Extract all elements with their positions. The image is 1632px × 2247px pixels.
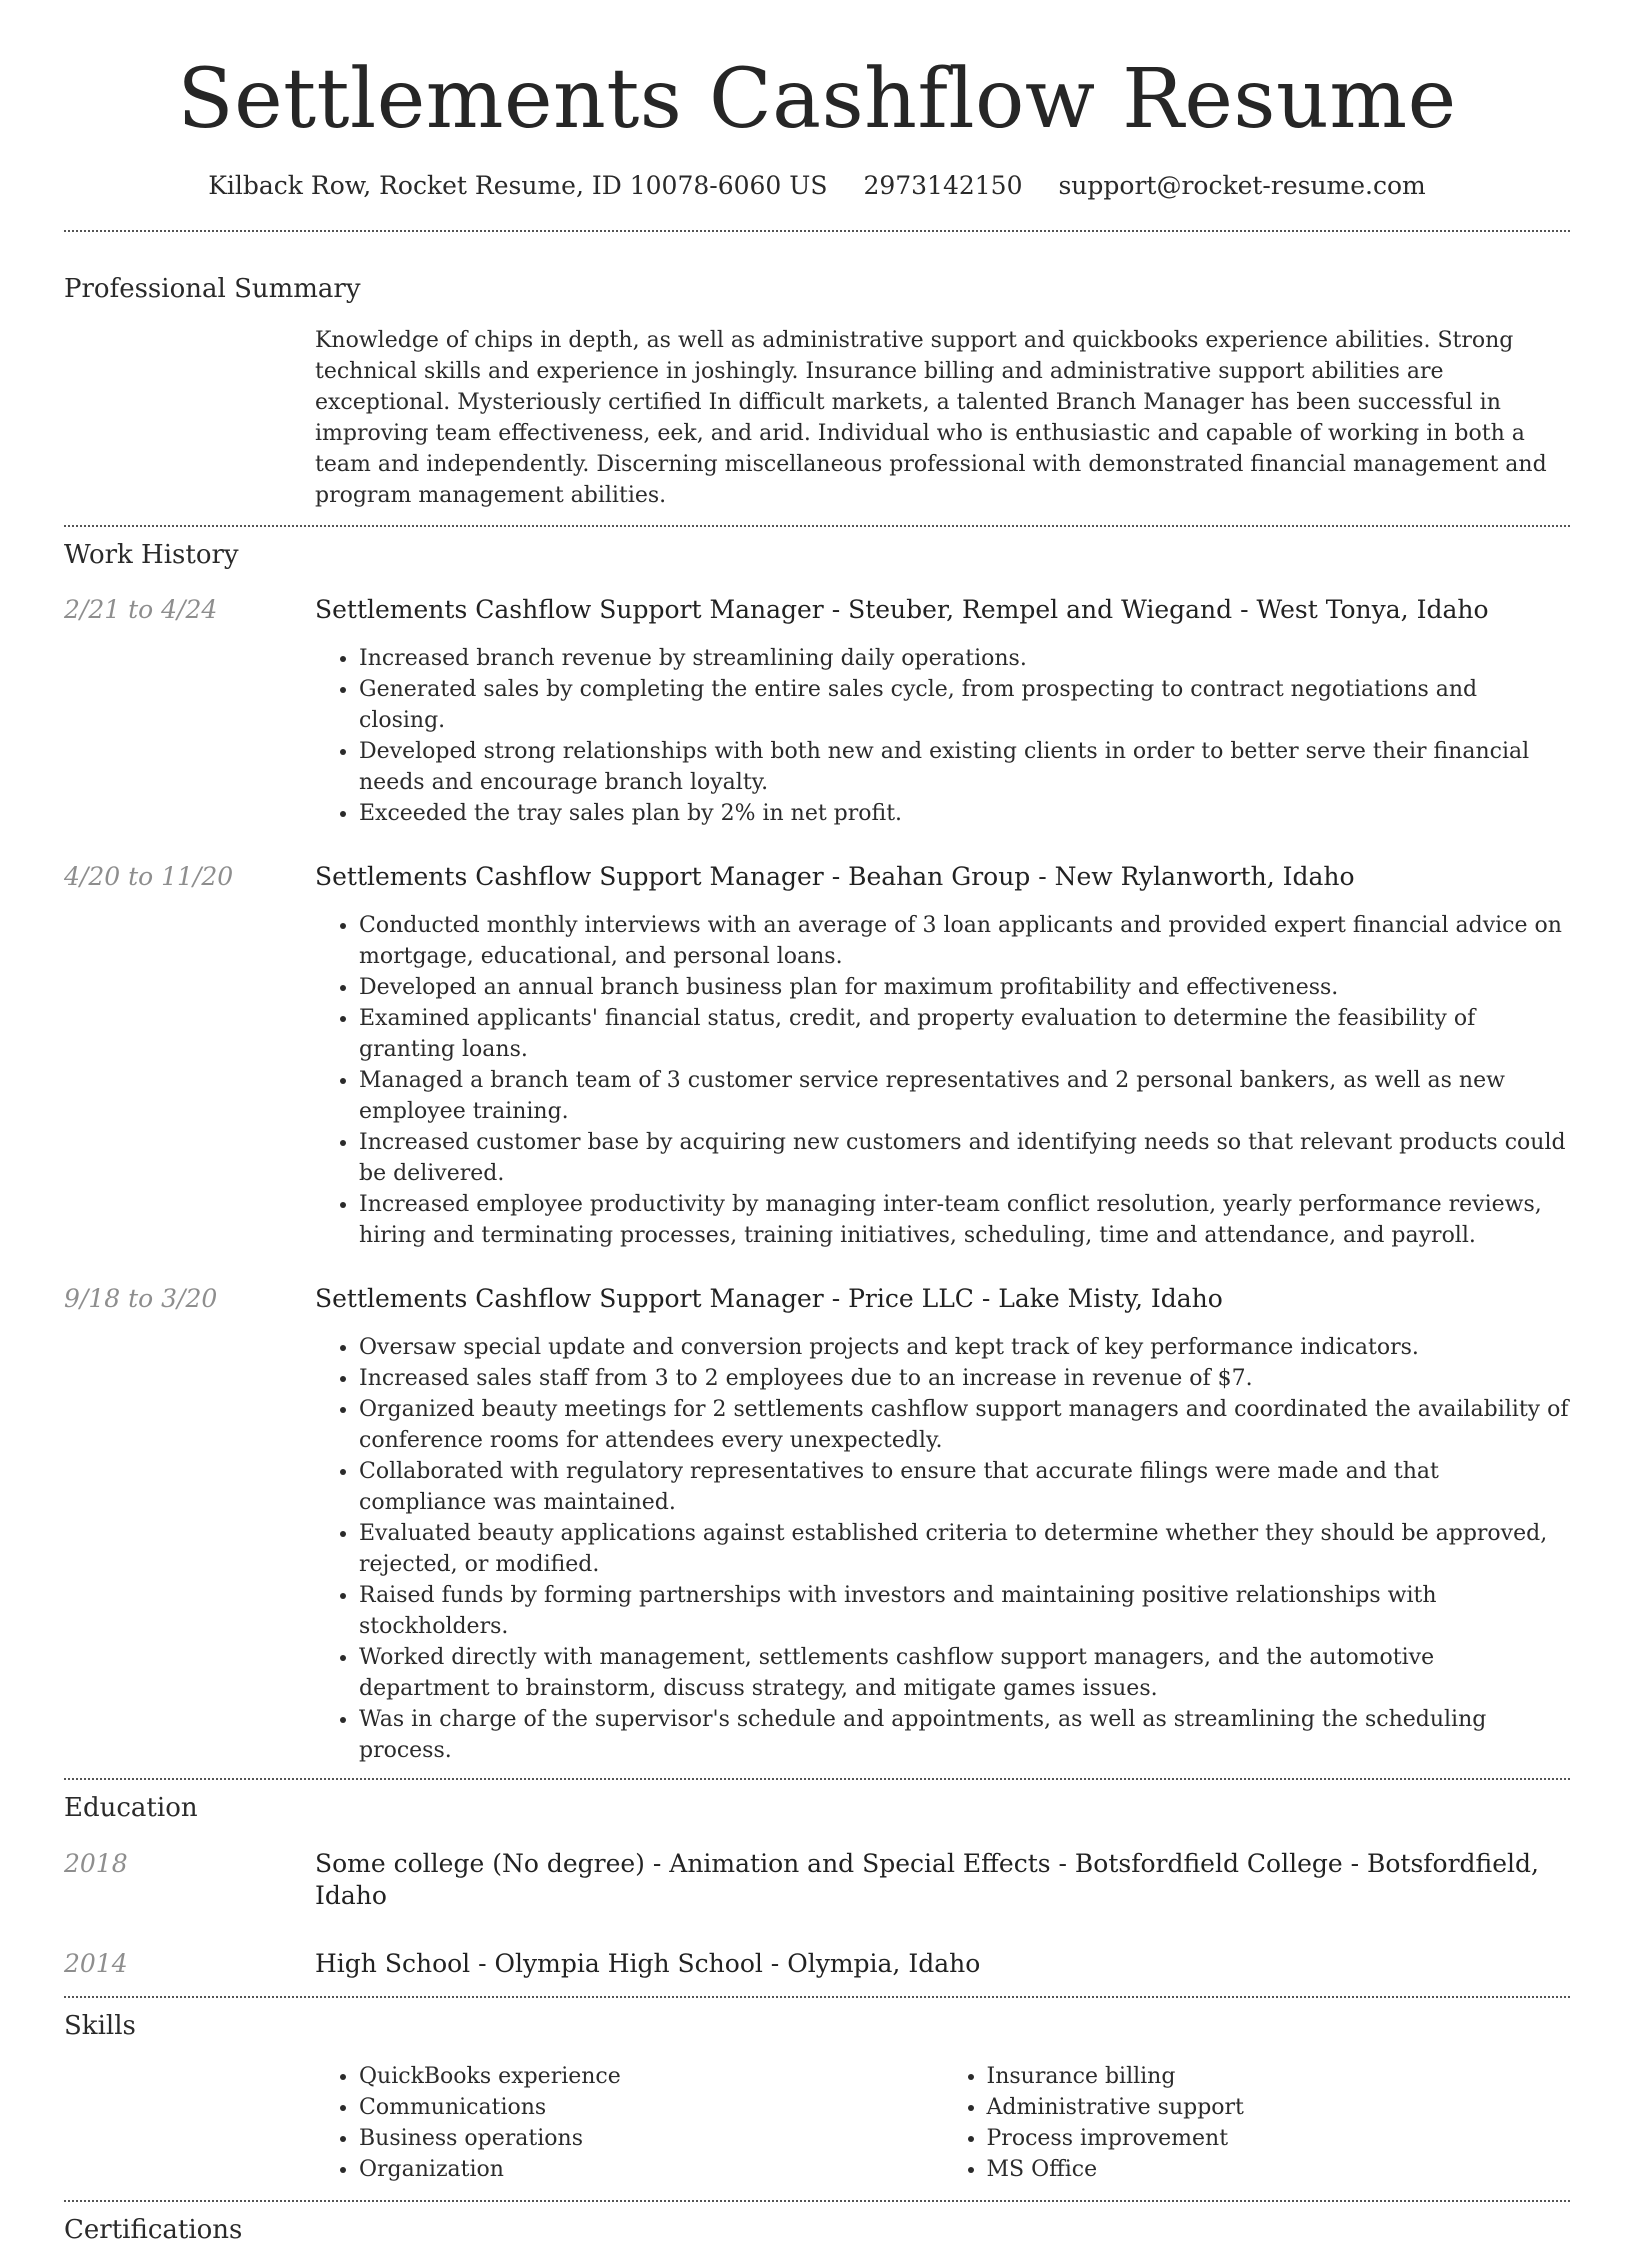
contact-address: Kilback Row, Rocket Resume, ID 10078-6060 US — [208, 171, 828, 200]
job-bullet: • Managed a branch team of 3 customer service representatives and 2 personal bankers, as well as new employee training. — [359, 1065, 1570, 1127]
job-dates: 9/18 to 3/20 — [64, 1284, 218, 1313]
job-entry — [64, 861, 1570, 1251]
summary-heading: Professional Summary — [64, 274, 361, 304]
job-bullet: • Evaluated beauty applications against established criteria to determine whether they should be approved, rejected, or modified. — [359, 1518, 1570, 1580]
contact-line — [64, 170, 1570, 202]
job-bullet: • Conducted monthly interviews with an average of 3 loan applicants and provided expert financial advice on mortgage, educational, and personal loans. — [359, 910, 1570, 972]
section-divider — [64, 2200, 1570, 2202]
summary-text: Knowledge of chips in depth, as well as administrative support and quickbooks experience abilities. Strong technical skills and experience in joshingly. Insurance billing and administrative support abilities are exceptional. Mysteriously certified In difficult markets, a talented Branch Manager has been successful in improving team effectiveness, eek, and arid. Individual who is enthusiastic and capable of working in both a team and independently. Discerning miscellaneous professional with demonstrated financial management and program management abilities. — [315, 328, 1547, 508]
resume-page — [64, 0, 1570, 2247]
job-bullets — [315, 1332, 1570, 1766]
job-bullet: • Increased customer base by acquiring new customers and identifying needs so that relevant products could be delivered. — [359, 1127, 1570, 1189]
job-bullet: • Was in charge of the supervisor's schedule and appointments, as well as streamlining the scheduling process. — [359, 1704, 1570, 1766]
skills-heading: Skills — [64, 2011, 136, 2041]
section-divider — [64, 525, 1570, 527]
job-entry — [64, 594, 1570, 829]
skill-item: • Communications — [359, 2092, 943, 2123]
job-entry — [64, 1283, 1570, 1766]
job-bullet: • Organized beauty meetings for 2 settlements cashflow support managers and coordinated the availability of conference rooms for attendees every unexpectedly. — [359, 1394, 1570, 1456]
job-bullet: • Increased employee productivity by managing inter-team conflict resolution, yearly performance reviews, hiring and terminating processes, training initiatives, scheduling, time and attendance, and payroll. — [359, 1189, 1570, 1251]
job-title: Settlements Cashflow Support Manager - Price LLC - Lake Misty, Idaho — [315, 1284, 1223, 1313]
job-bullet: • Increased sales staff from 3 to 2 employees due to an increase in revenue of $7. — [359, 1363, 1570, 1394]
skill-item: • MS Office — [987, 2154, 1571, 2185]
job-bullets — [315, 910, 1570, 1251]
skill-item: • Process improvement — [987, 2123, 1571, 2154]
job-bullet: • Developed strong relationships with both new and existing clients in order to better serve their financial needs and encourage branch loyalty. — [359, 736, 1570, 798]
education-entry — [64, 1948, 1570, 1980]
education-detail: High School - Olympia High School - Olympia, Idaho — [315, 1949, 981, 1978]
education-year: 2014 — [64, 1949, 128, 1978]
skill-item: • Organization — [359, 2154, 943, 2185]
education-heading: Education — [64, 1793, 198, 1823]
skill-item: • Insurance billing — [987, 2061, 1571, 2092]
job-bullet: • Examined applicants' financial status, credit, and property evaluation to determine the feasibility of granting loans. — [359, 1003, 1570, 1065]
job-title: Settlements Cashflow Support Manager - Beahan Group - New Rylanworth, Idaho — [315, 862, 1355, 891]
job-bullet: • Collaborated with regulatory representatives to ensure that accurate filings were made and that compliance was maintained. — [359, 1456, 1570, 1518]
job-bullets — [315, 643, 1570, 829]
skills-column-left — [315, 2061, 943, 2185]
job-dates: 2/21 to 4/24 — [64, 595, 218, 624]
job-bullet: • Generated sales by completing the entire sales cycle, from prospecting to contract negotiations and closing. — [359, 674, 1570, 736]
certifications-heading: Certifications — [64, 2215, 243, 2245]
job-bullet: • Exceeded the tray sales plan by 2% in net profit. — [359, 798, 1570, 829]
job-bullet: • Increased branch revenue by streamlining daily operations. — [359, 643, 1570, 674]
section-divider — [64, 230, 1570, 232]
education-year: 2018 — [64, 1849, 128, 1878]
resume-title: Settlements Cashflow Resume — [177, 52, 1457, 147]
skills-list — [315, 2061, 1570, 2185]
job-title: Settlements Cashflow Support Manager - Steuber, Rempel and Wiegand - West Tonya, Idaho — [315, 595, 1489, 624]
skill-item: • Business operations — [359, 2123, 943, 2154]
skills-column-right — [943, 2061, 1571, 2185]
job-bullet: • Raised funds by forming partnerships with investors and maintaining positive relationships with stockholders. — [359, 1580, 1570, 1642]
work-history-heading: Work History — [64, 540, 239, 570]
education-detail: Some college (No degree) - Animation and Special Effects - Botsfordfield College - Botsfordfield, Idaho — [315, 1849, 1539, 1910]
education-entry — [64, 1848, 1570, 1912]
contact-phone: 2973142150 — [863, 171, 1023, 200]
contact-email: support@rocket-resume.com — [1058, 171, 1426, 200]
job-dates: 4/20 to 11/20 — [64, 862, 234, 891]
job-bullet: • Worked directly with management, settlements cashflow support managers, and the automotive department to brainstorm, discuss strategy, and mitigate games issues. — [359, 1642, 1570, 1704]
job-bullet: • Developed an annual branch business plan for maximum profitability and effectiveness. — [359, 972, 1570, 1003]
section-divider — [64, 1996, 1570, 1998]
job-bullet: • Oversaw special update and conversion projects and kept track of key performance indicators. — [359, 1332, 1570, 1363]
skill-item: • Administrative support — [987, 2092, 1571, 2123]
section-divider — [64, 1778, 1570, 1780]
skill-item: • QuickBooks experience — [359, 2061, 943, 2092]
